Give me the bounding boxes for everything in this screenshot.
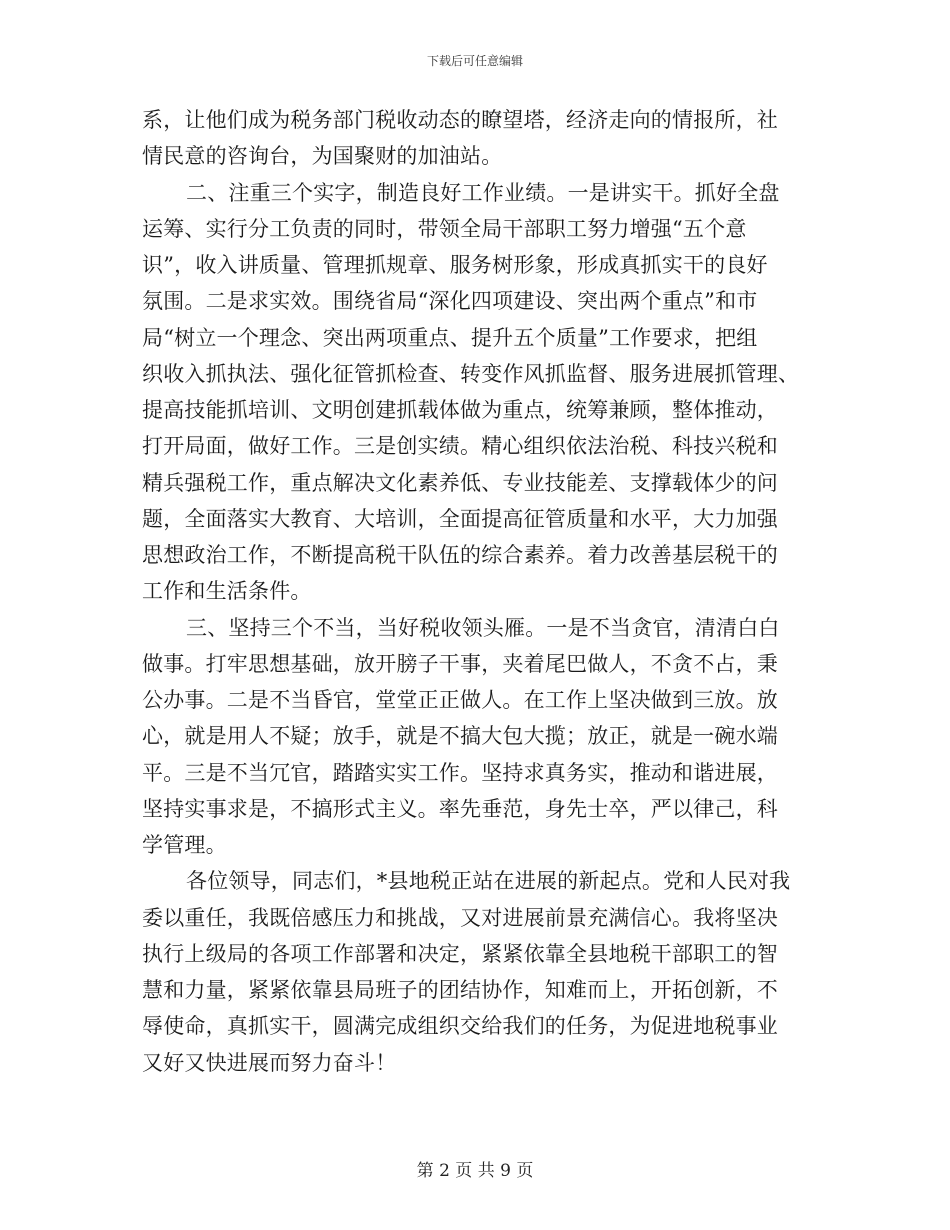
paragraph-start-line: 各位领导，同志们，*县地税正站在进展的新起点。党和人民对我 — [186, 869, 791, 894]
text-line: 学管理。 — [142, 833, 227, 857]
page-header: 下载后可任意编辑 — [426, 54, 523, 68]
text-line: 识”，收入讲质量、管理抓规章、服务树形象，形成真抓实干的良好 — [142, 253, 768, 277]
text-line: 工作和生活条件。 — [142, 579, 312, 604]
text-line: 辱使命，真抓实干，圆满完成组织交给我们的任务，为促进地税事业 — [142, 1014, 778, 1039]
text-line: 运筹、实行分工负责的同时，带领全局干部职工努力增强“五个意 — [142, 216, 747, 241]
text-line: 执行上级局的各项工作部署和决定，紧紧依靠全县地税干部职工的智 — [142, 941, 778, 966]
text-line: 委以重任，我既倍感压力和挑战，又对进展前景充满信心。我将坚决 — [142, 905, 778, 930]
paragraph-start-line: 三、坚持三个不当，当好税收领头雁。一是不当贪官，清清白白 — [186, 615, 780, 640]
text-line: 氛围。二是求实效。围绕省局“深化四项建设、突出两个重点”和市 — [142, 289, 758, 314]
text-line: 打开局面，做好工作。三是创实绩。精心组织依法治税、科技兴税和 — [142, 434, 778, 459]
text-line: 平。三是不当冗官，踏踏实实工作。坚持求真务实，推动和谐进展， — [142, 760, 778, 785]
text-line: 公办事。二是不当昏官，堂堂正正做人。在工作上坚决做到三放。放 — [142, 688, 778, 712]
text-line: 做事。打牢思想基础，放开膀子干事，夹着尾巴做人，不贪不占，秉 — [142, 651, 778, 676]
text-line: 慧和力量，紧紧依靠县局班子的团结协作，知难而上，开拓创新，不 — [142, 978, 778, 1002]
text-line: 织收入抓执法、强化征管抓检查、转变作风抓监督、服务进展抓管理、 — [142, 361, 800, 386]
text-line: 心，就是用人不疑；放手，就是不搞大包大揽；放正，就是一碗水端 — [142, 724, 778, 749]
text-line: 提高技能抓培训、文明创建抓载体做为重点，统筹兼顾，整体推动， — [142, 398, 778, 422]
text-line: 系，让他们成为税务部门税收动态的瞭望塔，经济走向的情报所，社 — [142, 108, 778, 132]
page-number: 第 2 页 共 9 页 — [416, 1161, 534, 1181]
text-line: 题，全面落实大教育、大培训，全面提高征管质量和水平，大力加强 — [142, 506, 778, 531]
text-line: 情民意的咨询台，为国聚财的加油站。 — [142, 144, 503, 169]
paragraph-start-line: 二、注重三个实字，制造良好工作业绩。一是讲实干。抓好全盘 — [186, 180, 780, 205]
text-line: 思想政治工作，不断提高税干队伍的综合素养。着力改善基层税干的 — [142, 543, 778, 567]
text-line: 又好又快进展而努力奋斗！ — [142, 1050, 397, 1075]
text-line: 局“树立一个理念、突出两项重点、提升五个质量”工作要求，把组 — [142, 325, 758, 350]
document-body — [142, 108, 812, 1087]
text-line: 坚持实事求是，不搞形式主义。率先垂范，身先士卒，严以律己，科 — [142, 796, 778, 821]
text-line: 精兵强税工作，重点解决文化素养低、专业技能差、支撑载体少的问 — [142, 470, 778, 495]
